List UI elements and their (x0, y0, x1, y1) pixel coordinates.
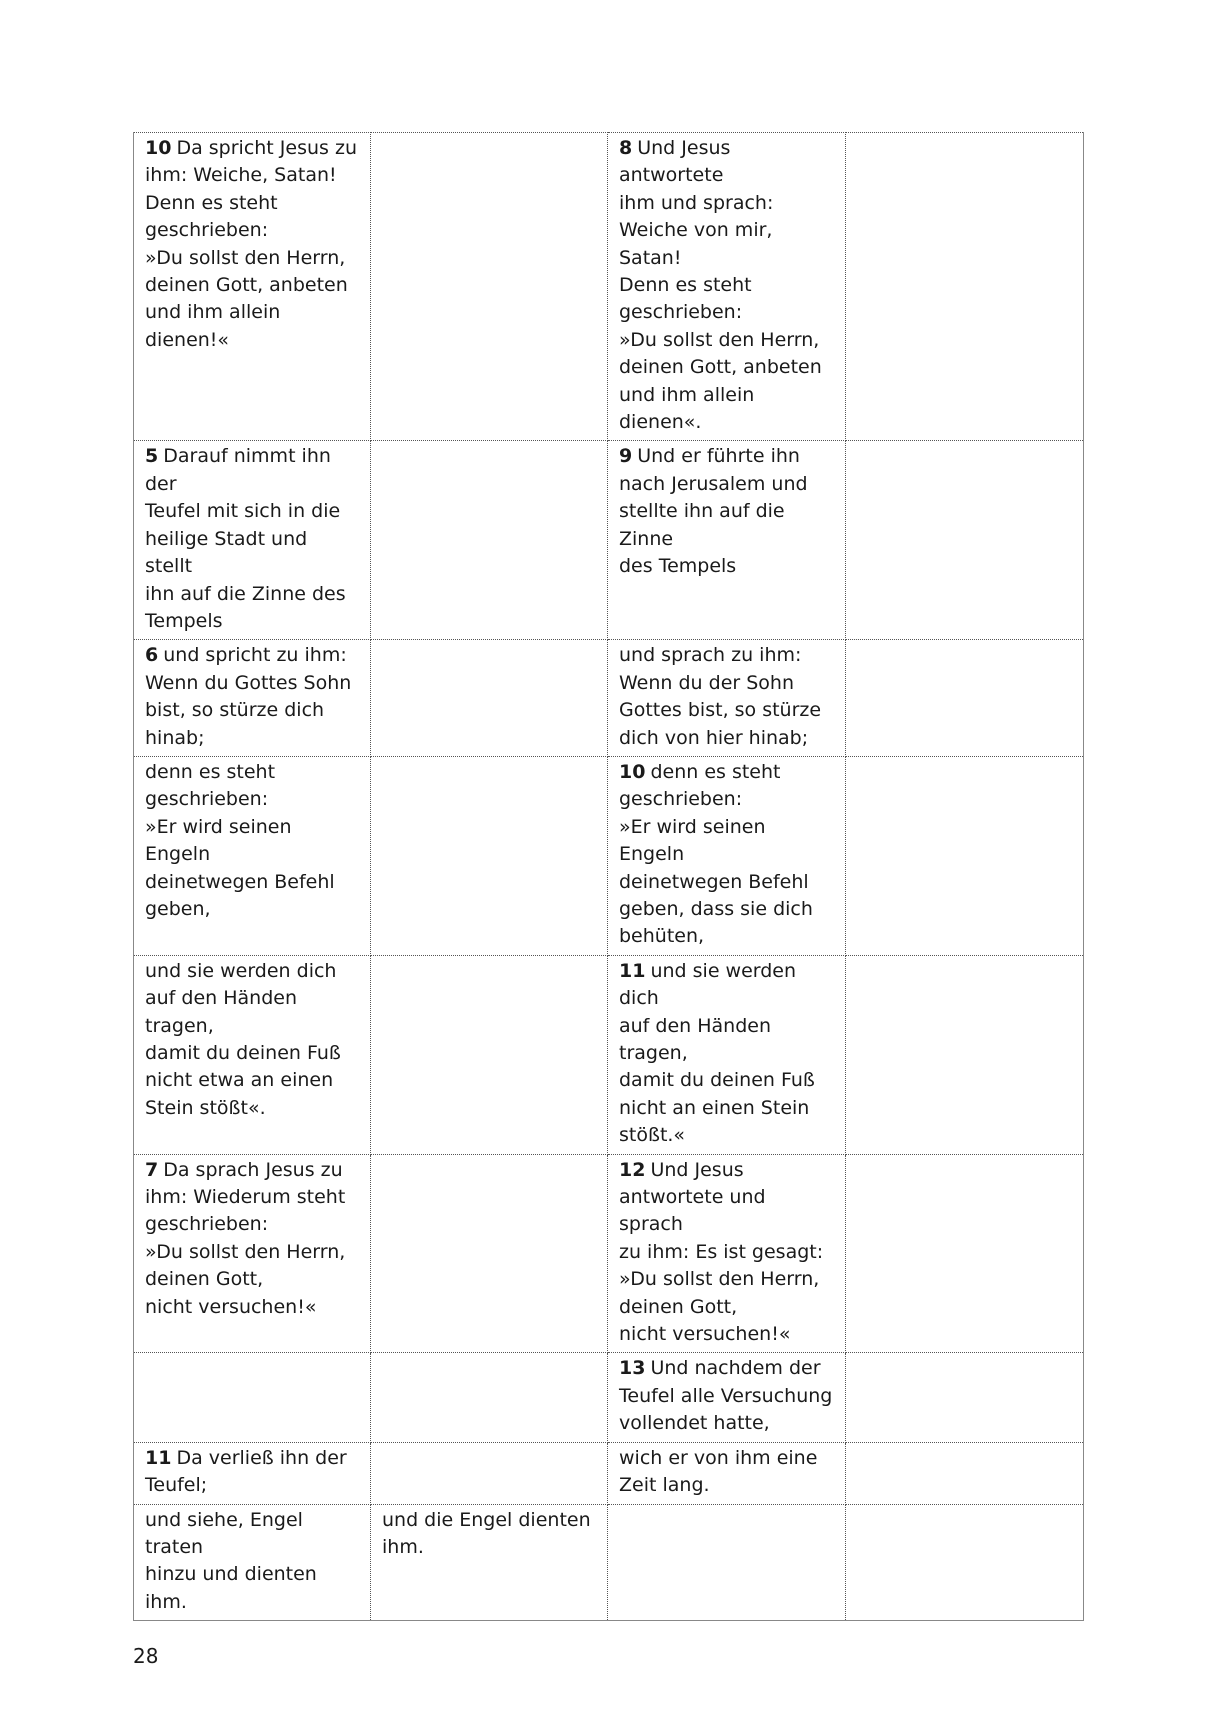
table-cell-col2 (371, 1442, 608, 1504)
table-cell-col3 (608, 133, 846, 441)
cell-text: wich er von ihm eine Zeit lang. (619, 1446, 818, 1497)
table-cell-col1 (134, 1154, 371, 1353)
table-cell-col4 (846, 441, 1084, 640)
table-cell-col1 (134, 756, 371, 955)
table-cell-col2 (371, 441, 608, 640)
table-cell-col4 (846, 640, 1084, 757)
table-cell-col4 (846, 1353, 1084, 1442)
table-cell-col3 (608, 1154, 846, 1353)
cell-text: Und Jesus antwortete und sprach zu ihm: Es ist gesagt: »Du sollst den Herrn, deinen Gott, nicht versuchen!« (619, 1158, 824, 1346)
page-number: 28 (133, 1644, 159, 1668)
table-row (134, 1154, 1084, 1353)
verse-number: 10 (619, 760, 646, 783)
table-row (134, 756, 1084, 955)
table-cell-col1 (134, 441, 371, 640)
cell-text: und sprach zu ihm: Wenn du der Sohn Gottes bist, so stürze dich von hier hinab; (619, 644, 822, 749)
table-row (134, 1504, 1084, 1621)
table-cell-col2 (371, 1154, 608, 1353)
verse-number: 5 (145, 445, 159, 468)
table-row (134, 1353, 1084, 1442)
table-cell-col1 (134, 640, 371, 757)
cell-text: und spricht zu ihm: Wenn du Gottes Sohn bist, so stürze dich hinab; (145, 644, 352, 749)
synopsis-table (133, 132, 1084, 1621)
cell-text: und siehe, Engel traten hinzu und dienten ihm. (145, 1508, 317, 1613)
cell-text: Und nachdem der Teufel alle Versuchung vollendet hatte, (619, 1357, 833, 1435)
table-cell-col1 (134, 1504, 371, 1621)
verse-number: 9 (619, 445, 633, 468)
table-cell-col3 (608, 756, 846, 955)
table-cell-col2 (371, 133, 608, 441)
table-cell-col4 (846, 1442, 1084, 1504)
table-cell-col4 (846, 1504, 1084, 1621)
table-row (134, 1442, 1084, 1504)
table-cell-col4 (846, 756, 1084, 955)
verse-number: 11 (145, 1446, 172, 1469)
table-cell-col3 (608, 441, 846, 640)
cell-text: Darauf nimmt ihn der Teufel mit sich in die heilige Stadt und stellt ihn auf die Zinne des Tempels (145, 445, 346, 632)
cell-text: Da sprach Jesus zu ihm: Wiederum steht geschrieben: »Du sollst den Herrn, deinen Gott, nicht versuchen!« (145, 1158, 346, 1318)
table-row (134, 955, 1084, 1154)
verse-number: 10 (145, 137, 172, 159)
verse-number: 13 (619, 1357, 646, 1380)
table-cell-col2 (371, 756, 608, 955)
table-cell-col4 (846, 133, 1084, 441)
table-cell-col2 (371, 640, 608, 757)
table-cell-col2 (371, 1504, 608, 1621)
verse-number: 11 (619, 959, 646, 982)
cell-text: Da verließ ihn der Teufel; (145, 1446, 347, 1497)
table-row (134, 133, 1084, 441)
table-row (134, 441, 1084, 640)
cell-text: Da spricht Jesus zu ihm: Weiche, Satan! Denn es steht geschrieben: »Du sollst den Herrn, deinen Gott, anbeten und ihm allein dienen!« (145, 137, 357, 351)
table-cell-col3 (608, 955, 846, 1154)
table-cell-col4 (846, 955, 1084, 1154)
cell-text: und sie werden dich auf den Händen tragen, damit du deinen Fuß nicht an einen Stein stößt.« (619, 959, 815, 1147)
table-cell-col1 (134, 1353, 371, 1442)
table-row (134, 640, 1084, 757)
cell-text: Und er führte ihn nach Jerusalem und stellte ihn auf die Zinne des Tempels (619, 445, 808, 578)
table-cell-col4 (846, 1154, 1084, 1353)
synopsis-table-body (134, 133, 1084, 1621)
table-cell-col1 (134, 955, 371, 1154)
table-cell-col1 (134, 1442, 371, 1504)
cell-text: und die Engel dienten ihm. (382, 1508, 591, 1558)
table-cell-col2 (371, 955, 608, 1154)
table-cell-col3 (608, 1504, 846, 1621)
cell-text: denn es steht geschrieben: »Er wird seinen Engeln deinetwegen Befehl geben, dass sie dich behüten, (619, 760, 813, 948)
verse-number: 7 (145, 1158, 159, 1181)
cell-text: Und Jesus antwortete ihm und sprach: Weiche von mir, Satan! Denn es steht geschrieben: »Du sollst den Herrn, deinen Gott, anbeten und ihm allein dienen«. (619, 137, 822, 434)
table-cell-col3 (608, 1353, 846, 1442)
verse-number: 8 (619, 137, 633, 159)
table-cell-col3 (608, 640, 846, 757)
verse-number: 12 (619, 1158, 646, 1181)
cell-text: und sie werden dich auf den Händen tragen, damit du deinen Fuß nicht etwa an einen Stein stößt«. (145, 959, 341, 1119)
table-cell-col3 (608, 1442, 846, 1504)
table-cell-col2 (371, 1353, 608, 1442)
table-cell-col1 (134, 133, 371, 441)
cell-text: denn es steht geschrieben: »Er wird seinen Engeln deinetwegen Befehl geben, (145, 760, 335, 920)
verse-number: 6 (145, 644, 159, 667)
